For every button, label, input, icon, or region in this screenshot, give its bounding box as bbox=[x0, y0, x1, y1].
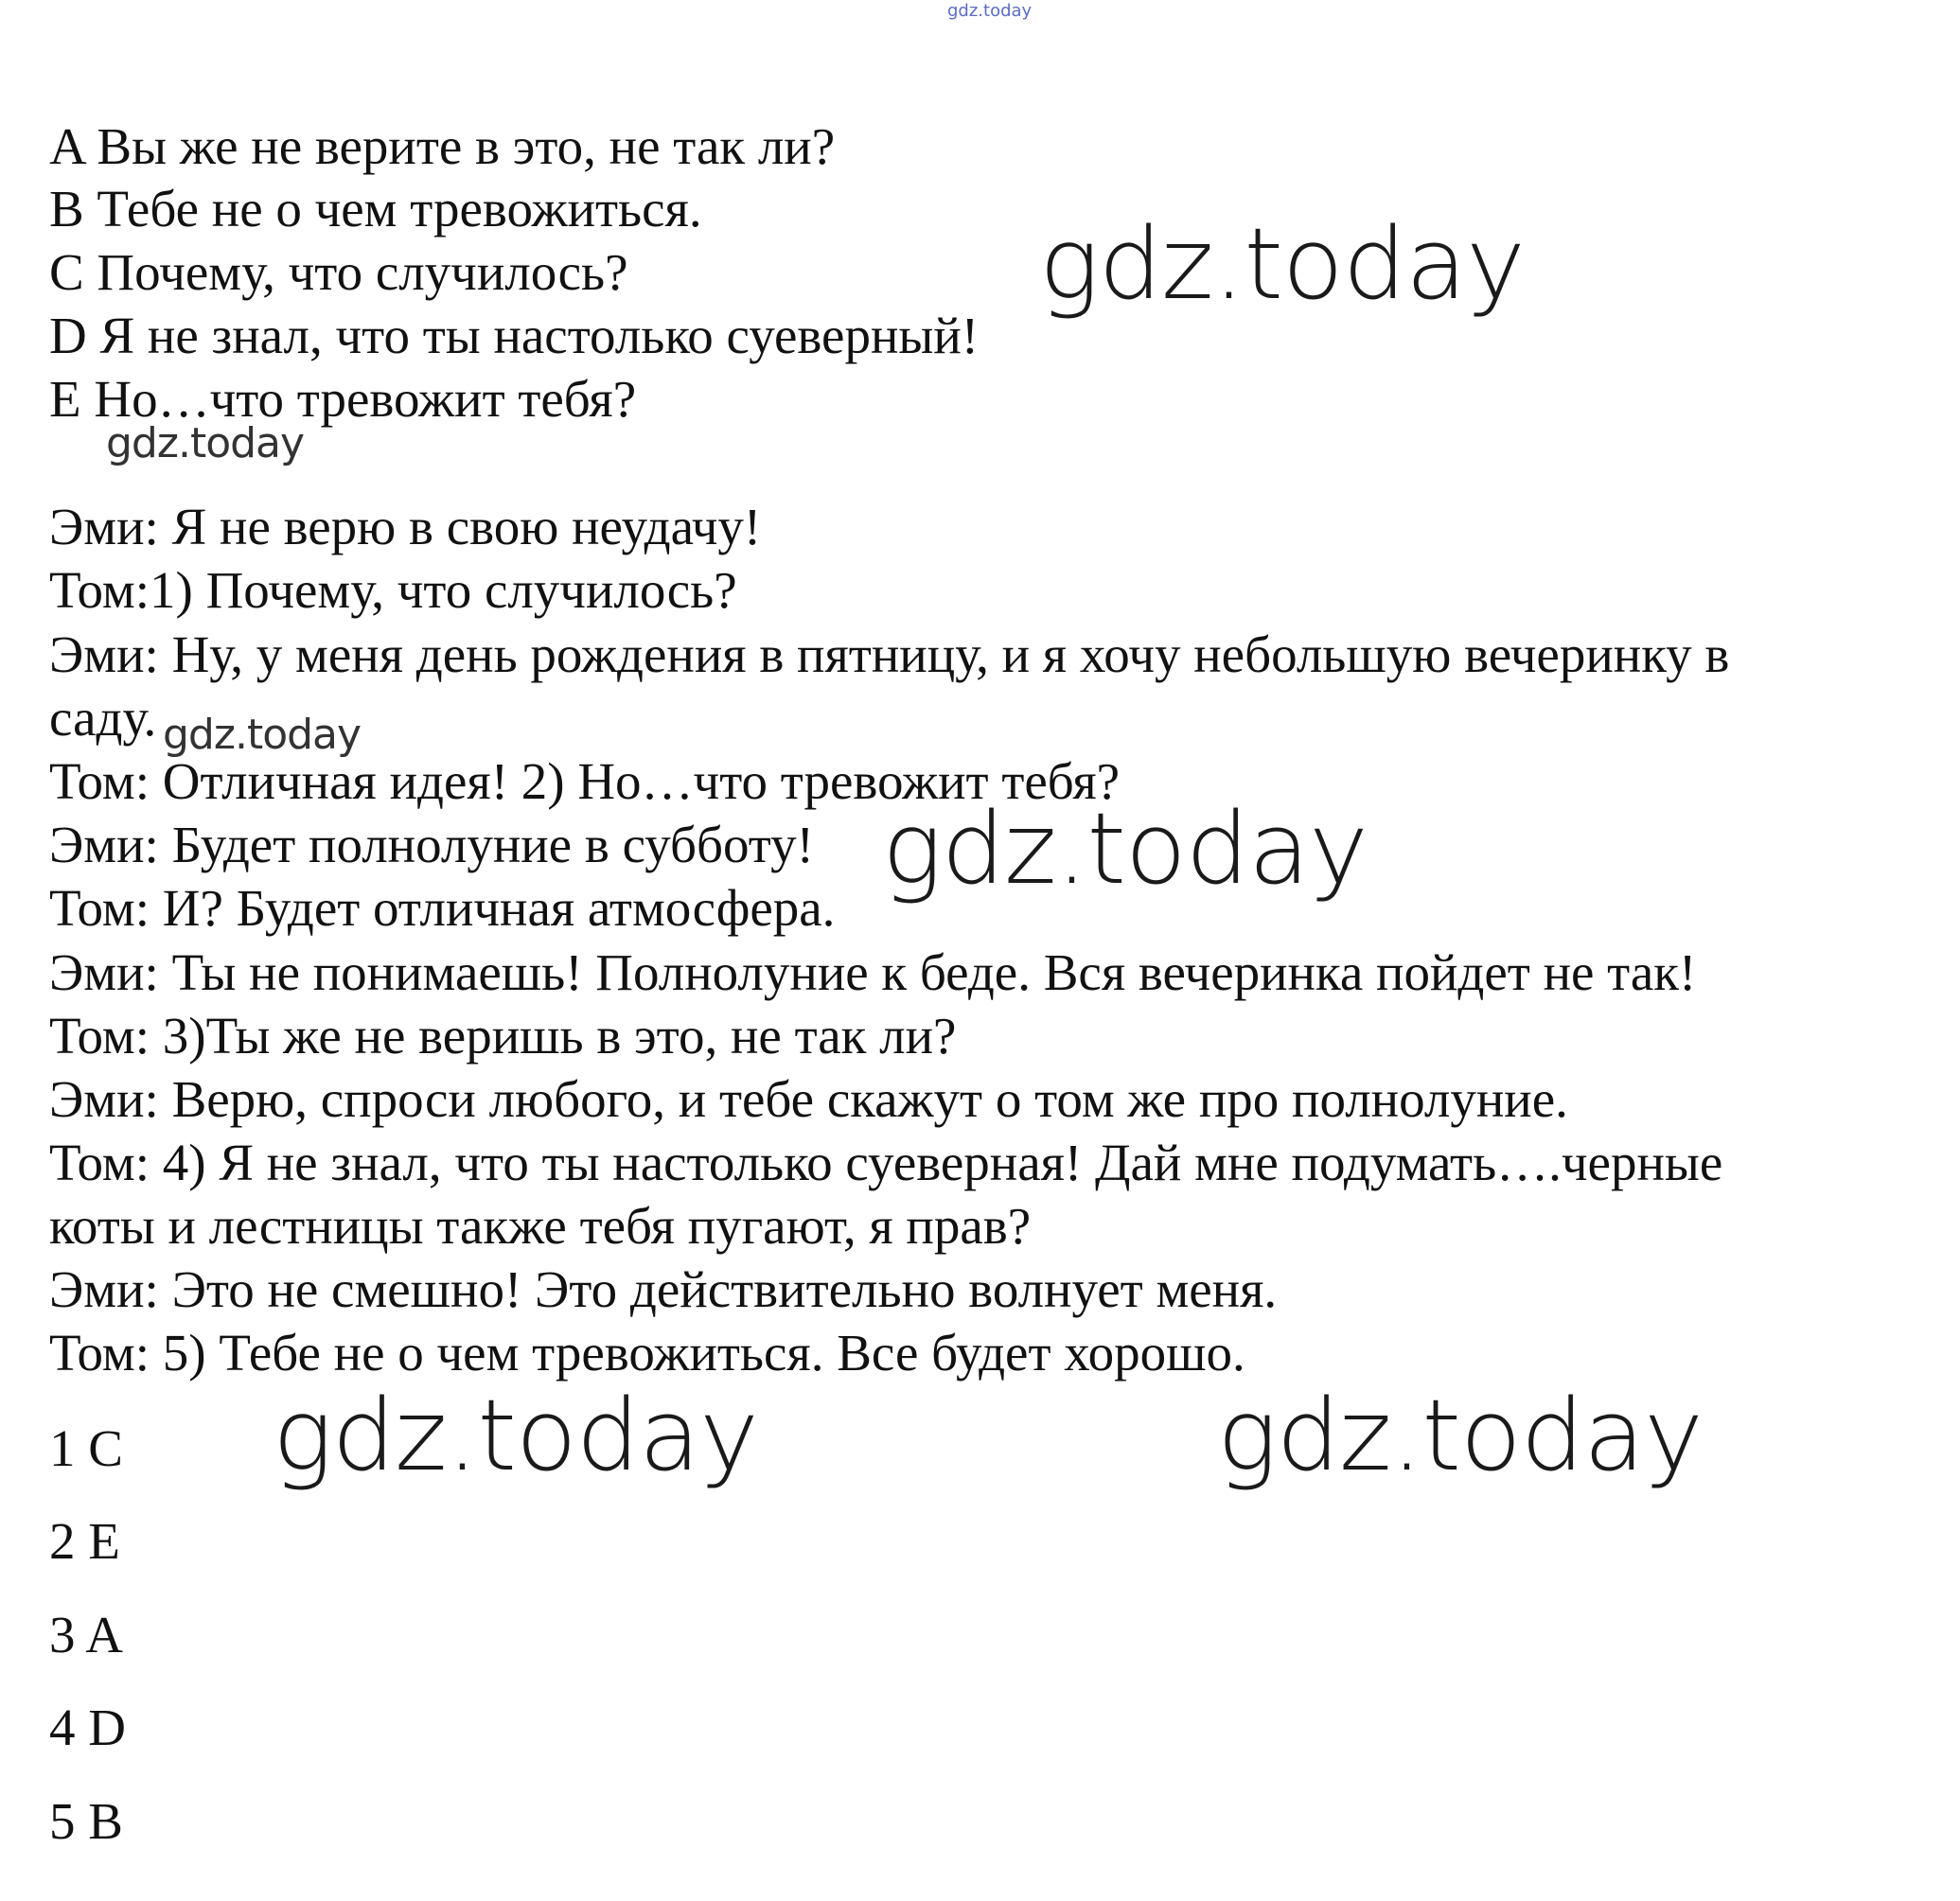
answer-item: 2 E bbox=[49, 1512, 120, 1570]
answer-item: 4 D bbox=[49, 1699, 126, 1756]
dialogue-line: Эми: Это не смешно! Это действительно волнует меня. bbox=[49, 1260, 1278, 1318]
dialogue-line: Том: 5) Тебе не о чем тревожиться. Все будет хорошо. bbox=[49, 1324, 1245, 1382]
option-c: C Почему, что случилось? bbox=[49, 243, 628, 301]
dialogue-line: Эми: Будет полнолуние в субботу! bbox=[49, 816, 814, 873]
watermark: gdz.today bbox=[1039, 206, 1525, 322]
option-b: B Тебе не о чем тревожиться. bbox=[49, 180, 702, 238]
dialogue-line: Эми: Я не верю в свою неудачу! bbox=[49, 498, 762, 555]
dialogue-line: Том: 3)Ты же не веришь в это, не так ли? bbox=[49, 1007, 957, 1065]
answer-item: 1 C bbox=[49, 1419, 123, 1477]
watermark: gdz.today bbox=[882, 791, 1368, 906]
watermark: gdz.today bbox=[163, 711, 362, 759]
dialogue-line: Эми: Ты не понимаешь! Полнолуние к беде. Вся вечеринка пойдет не так! bbox=[49, 943, 1697, 1001]
watermark: gdz.today bbox=[1217, 1378, 1703, 1493]
dialogue-line: саду. bbox=[49, 689, 157, 747]
option-d: D Я не знал, что ты настолько суеверный! bbox=[49, 307, 980, 364]
option-e: E Но…что тревожит тебя? bbox=[49, 370, 637, 428]
answer-item: 3 A bbox=[49, 1606, 123, 1663]
dialogue-line: Том: Отличная идея! 2) Но…что тревожит тебя? bbox=[49, 752, 1121, 810]
watermark-top: gdz.today bbox=[947, 1, 1033, 21]
watermark: gdz.today bbox=[273, 1378, 758, 1493]
dialogue-line: коты и лестницы также тебя пугают, я прав? bbox=[49, 1197, 1032, 1255]
dialogue-line: Том: 4) Я не знал, что ты настолько суеверная! Дай мне подумать….черные bbox=[49, 1134, 1723, 1191]
dialogue-line: Том:1) Почему, что случилось? bbox=[49, 561, 737, 619]
answer-item: 5 B bbox=[49, 1792, 123, 1850]
watermark: gdz.today bbox=[106, 419, 305, 467]
dialogue-line: Эми: Верю, спроси любого, и тебе скажут о том же про полнолуние. bbox=[49, 1070, 1568, 1128]
option-a: A Вы же не верите в это, не так ли? bbox=[49, 117, 836, 175]
dialogue-line: Том: И? Будет отличная атмосфера. bbox=[49, 879, 836, 937]
dialogue-line: Эми: Ну, у меня день рождения в пятницу, и я хочу небольшую вечеринку в bbox=[49, 625, 1730, 683]
